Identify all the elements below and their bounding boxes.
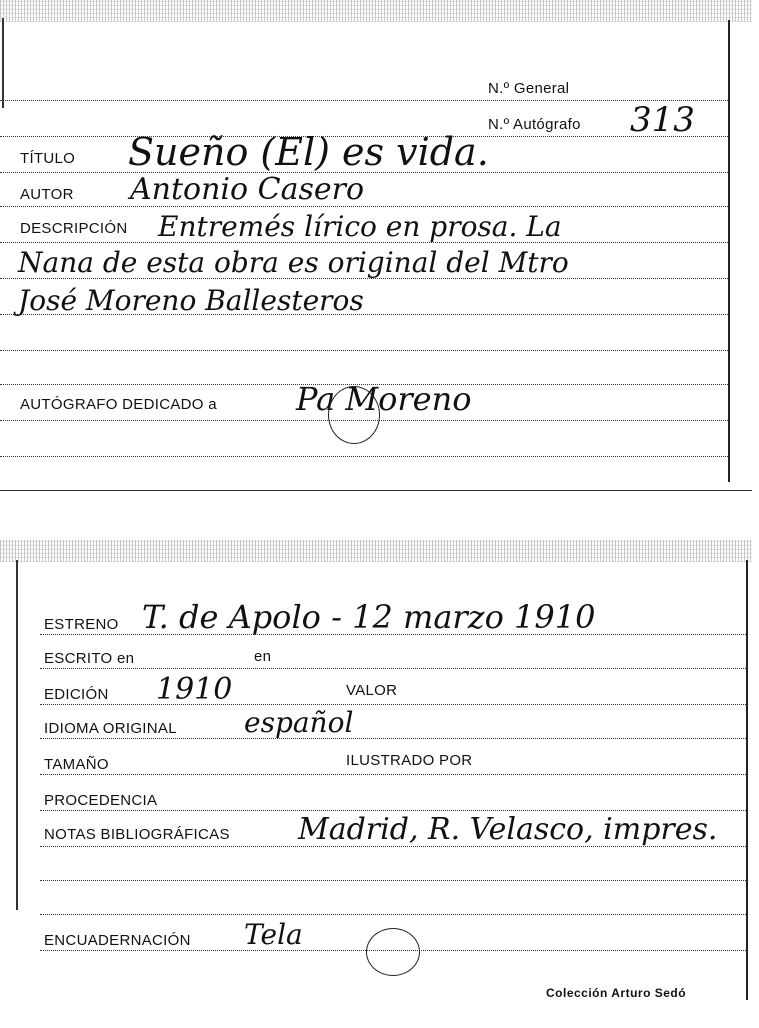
edicion-label: EDICIÓN bbox=[44, 686, 109, 703]
card-bottom-edge bbox=[0, 490, 752, 491]
descripcion-value-line1: Entremés lírico en prosa. La bbox=[158, 210, 562, 243]
tamano-label: TAMAÑO bbox=[44, 756, 109, 773]
numero-autografo-value: 313 bbox=[630, 100, 695, 140]
rule-line bbox=[0, 206, 728, 207]
encuadernacion-value: Tela bbox=[244, 918, 303, 951]
punch-hole bbox=[328, 386, 380, 444]
estreno-label: ESTRENO bbox=[44, 616, 119, 633]
encuadernacion-label: ENCUADERNACIÓN bbox=[44, 932, 191, 949]
catalog-card-top bbox=[0, 0, 752, 492]
rule-line bbox=[40, 846, 746, 847]
punch-hole bbox=[366, 928, 420, 976]
rule-line bbox=[40, 950, 746, 951]
idioma-original-value: español bbox=[244, 706, 354, 739]
rule-line bbox=[40, 914, 746, 915]
rule-line bbox=[0, 278, 728, 279]
rule-line bbox=[40, 634, 746, 635]
numero-general-label: N.º General bbox=[488, 80, 570, 97]
escrito-en-second-label: en bbox=[254, 648, 272, 665]
autor-value: Antonio Casero bbox=[130, 172, 365, 207]
descripcion-value-line3: José Moreno Ballesteros bbox=[18, 284, 364, 317]
collection-footer: Colección Arturo Sedó bbox=[546, 986, 687, 1000]
catalog-card-bottom bbox=[0, 540, 752, 1028]
rule-line bbox=[0, 420, 728, 421]
autor-label: AUTOR bbox=[20, 186, 74, 203]
card-right-edge bbox=[728, 20, 730, 482]
card-left-edge bbox=[16, 560, 18, 910]
escrito-en-label: ESCRITO en bbox=[44, 650, 135, 667]
idioma-original-label: IDIOMA ORIGINAL bbox=[44, 720, 177, 737]
procedencia-label: PROCEDENCIA bbox=[44, 792, 158, 809]
rule-line bbox=[40, 704, 746, 705]
rule-line bbox=[0, 242, 728, 243]
card-top-edge-texture bbox=[0, 540, 752, 562]
autografo-dedicado-value: Pa Moreno bbox=[296, 380, 472, 418]
autografo-dedicado-label: AUTÓGRAFO DEDICADO a bbox=[20, 396, 217, 413]
rule-line bbox=[40, 880, 746, 881]
titulo-label: TÍTULO bbox=[20, 150, 76, 167]
titulo-value: Sueño (El) es vida. bbox=[128, 130, 489, 174]
numero-autografo-label: N.º Autógrafo bbox=[488, 116, 581, 133]
valor-label: VALOR bbox=[346, 682, 398, 699]
rule-line bbox=[40, 668, 746, 669]
edicion-value: 1910 bbox=[156, 672, 233, 707]
estreno-value: T. de Apolo - 12 marzo 1910 bbox=[142, 598, 596, 636]
rule-line bbox=[0, 100, 728, 101]
rule-line bbox=[0, 350, 728, 351]
card-right-edge bbox=[746, 560, 748, 1000]
notas-bibliograficas-label: NOTAS BIBLIOGRÁFICAS bbox=[44, 826, 230, 843]
ilustrado-por-label: ILUSTRADO POR bbox=[346, 752, 473, 769]
card-top-edge-texture bbox=[0, 0, 752, 22]
rule-line bbox=[0, 314, 728, 315]
rule-line bbox=[40, 774, 746, 775]
rule-line bbox=[40, 738, 746, 739]
rule-line bbox=[40, 810, 746, 811]
card-left-edge bbox=[2, 18, 4, 108]
notas-bibliograficas-value: Madrid, R. Velasco, impres. bbox=[298, 812, 718, 847]
descripcion-value-line2: Nana de esta obra es original del Mtro bbox=[18, 246, 569, 279]
descripcion-label: DESCRIPCIÓN bbox=[20, 220, 128, 237]
rule-line bbox=[0, 456, 728, 457]
